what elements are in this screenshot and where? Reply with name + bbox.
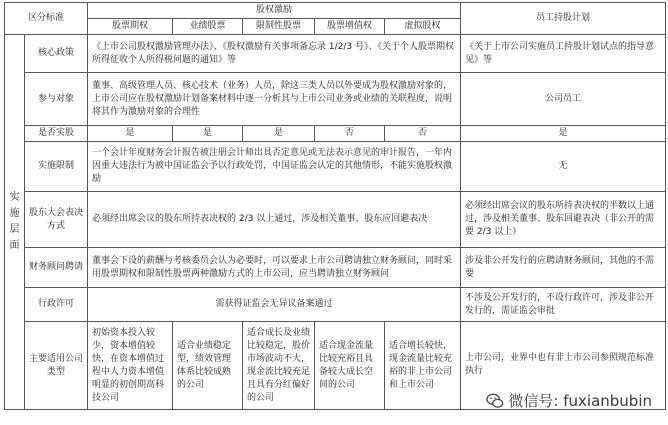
company-type-performance-shares: 适合业绩稳定型，绩效管理体系比较成熟的公司: [173, 322, 243, 410]
company-type-sar: 适合现金流量比较充裕且具备较大成长空间的公司: [315, 322, 385, 410]
row-label-advisor: 财务顾问聘请: [25, 248, 88, 288]
criteria-header: 区分标准: [5, 3, 88, 35]
actual-stock-value: 否: [385, 126, 461, 142]
actual-stock-value: 是: [461, 126, 666, 142]
row-label-company-types: 主要适用公司类型: [25, 322, 88, 410]
actual-stock-value: 否: [315, 126, 385, 142]
row-label-participants: 参与对象: [25, 73, 88, 126]
company-type-restricted-stock: 适合成长及业绩比较稳定，股价市场波动不大，现金流比较充足且具有分红偏好的公司: [243, 322, 315, 410]
comparison-table: [4, 2, 666, 410]
restrictions-esop: 无: [461, 142, 666, 192]
company-type-phantom-equity: 适合增长较快，现金流量比较充裕的非上市公司和上市公司: [385, 322, 461, 410]
watermark-text: 微信号: fuxianbubin: [508, 392, 652, 410]
actual-stock-value: 是: [243, 126, 315, 142]
admin-permit-equity: 需获得证监会无异议备案通过: [88, 288, 461, 322]
participants-equity: 董事、高级管理人员、核心技术（业务）人员，除这三类人员以外要成为股权激励对象的，上市公司应在股权激励计划备案材料中逐一分析其与上市公司业务或业绩的关联程度，说明将其作为激励对象的合理性: [88, 73, 461, 126]
sub-header-sar: 股票增值权: [315, 19, 385, 35]
row-label-restrictions: 实施限制: [25, 142, 88, 192]
sub-header-phantom-equity: 虚拟股权: [385, 19, 461, 35]
company-type-esop: 上市公司，业界中也有非上市公司参照规范标准执行: [461, 322, 666, 410]
sub-header-restricted-stock: 限制性股票: [243, 19, 315, 35]
equity-incentive-header: 股权激励: [88, 3, 461, 19]
participants-esop: 公司员工: [461, 73, 666, 126]
voting-equity: 必须经出席会议的股东所持表决权的 2/3 以上通过，涉及相关董事、股东应回避表决: [88, 192, 461, 248]
voting-esop: 必须经出席会议的股东所持表决权的半数以上通过，涉及相关董事、股东回避表决（非公开的需要 2/3 以上）: [461, 192, 666, 248]
row-label-admin-permit: 行政许可: [25, 288, 88, 322]
row-label-actual-stock: 是否实股: [25, 126, 88, 142]
esop-header: 员工持股计划: [461, 3, 666, 35]
actual-stock-value: 是: [173, 126, 243, 142]
row-label-core-policy: 核心政策: [25, 35, 88, 73]
core-policy-esop: 《关于上市公司实施员工持股计划试点的指导意见》等: [461, 35, 666, 73]
side-label: 实 施 层 面: [5, 35, 25, 410]
restrictions-equity: 一个会计年度财务会计报告被注册会计师出具否定意见或无法表示意见的审计报告，一年内因重大违法行为被中国证监会予以行政处罚，中国证监会认定的其他情形，不能实施股权激励: [88, 142, 461, 192]
company-type-stock-options: 初始资本投入较少，资本增值较快，在资本增值过程中人力资本增值明显的初创期高科技公司: [88, 322, 173, 410]
wechat-watermark: [486, 390, 652, 411]
core-policy-equity: 《上市公司股权激励管理办法》、《股权激励有关事项备忘录 1/2/3 号》、《关于个人股票期权所得征收个人所得税问题的通知》等: [88, 35, 461, 73]
sub-header-performance-shares: 业绩股票: [173, 19, 243, 35]
advisor-esop: 涉及非公开发行的应聘请财务顾问，其他的不需要: [461, 248, 666, 288]
advisor-equity: 董事会下设的薪酬与考核委员会认为必要时，可以要求上市公司聘请独立财务顾问，同时采用股票期权和限制性股票两种激励方式的上市公司，应当聘请独立财务顾问: [88, 248, 461, 288]
actual-stock-value: 是: [88, 126, 173, 142]
sub-header-stock-options: 股票期权: [88, 19, 173, 35]
row-label-voting: 股东大会表决方式: [25, 192, 88, 248]
admin-permit-esop: 不涉及公开发行的，不设行政许可，涉及非公开发行的，需证监会审批: [461, 288, 666, 322]
wechat-icon: [486, 392, 504, 410]
